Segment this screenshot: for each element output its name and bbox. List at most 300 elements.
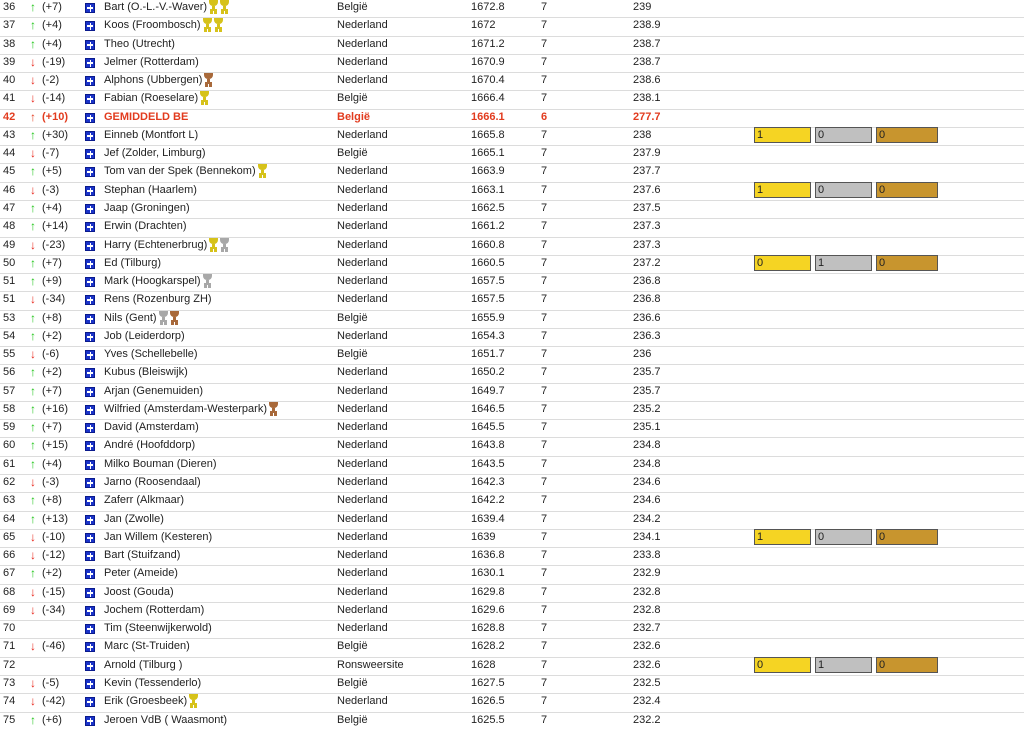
rank-cell: 42 <box>3 110 16 123</box>
country-cell: Nederland <box>337 275 388 288</box>
profile-icon[interactable] <box>85 460 95 470</box>
change-cell: (+4) <box>42 201 62 214</box>
country-cell: Nederland <box>337 622 388 635</box>
silver-medal-count: 1 <box>815 657 872 673</box>
table-row <box>0 164 1024 182</box>
rating-cell: 1625.5 <box>471 713 505 726</box>
table-row <box>0 91 1024 109</box>
country-cell: Nederland <box>337 512 388 525</box>
bronze-trophy-icon <box>170 311 179 322</box>
profile-icon[interactable] <box>85 295 95 305</box>
rating-cell: 1642.3 <box>471 476 505 489</box>
gold-trophy-icon <box>189 694 198 705</box>
rank-cell: 68 <box>3 585 16 598</box>
rating-cell: 1626.5 <box>471 695 505 708</box>
table-row <box>0 402 1024 420</box>
player-name[interactable] <box>104 219 187 233</box>
profile-icon[interactable] <box>85 405 95 415</box>
rating-cell: 1654.3 <box>471 329 505 342</box>
arrow-up-icon: ↑ <box>30 420 36 435</box>
change-cell: (+13) <box>42 512 68 525</box>
change-cell: (-6) <box>42 348 60 361</box>
change-cell: (+30) <box>42 128 68 141</box>
player-name-text: Peter (Ameide) <box>104 567 178 580</box>
player-name[interactable] <box>104 512 164 526</box>
score-cell: 232.8 <box>633 603 661 616</box>
score-cell: 232.6 <box>633 640 661 653</box>
rank-cell: 73 <box>3 676 16 689</box>
country-cell: Nederland <box>337 55 388 68</box>
rating-cell: 1660.5 <box>471 256 505 269</box>
country-cell: Nederland <box>337 128 388 141</box>
player-name[interactable] <box>104 585 174 599</box>
profile-icon[interactable] <box>85 332 95 342</box>
profile-icon[interactable] <box>85 58 95 68</box>
profile-icon[interactable] <box>85 368 95 378</box>
table-row <box>0 183 1024 201</box>
rating-cell: 1660.8 <box>471 238 505 251</box>
profile-icon[interactable] <box>85 588 95 598</box>
profile-icon[interactable] <box>85 3 95 13</box>
rating-cell: 1671.2 <box>471 37 505 50</box>
rank-cell: 51 <box>3 293 16 306</box>
change-cell: (+4) <box>42 19 62 32</box>
bronze-medal-count: 0 <box>876 127 938 143</box>
change-cell: (+8) <box>42 311 62 324</box>
player-name-text: Arnold (Tilburg ) <box>104 658 183 671</box>
profile-icon[interactable] <box>85 606 95 616</box>
rating-cell: 1670.4 <box>471 74 505 87</box>
profile-icon[interactable] <box>85 569 95 579</box>
country-cell: Nederland <box>337 220 388 233</box>
score-cell: 237.9 <box>633 147 661 160</box>
country-cell: België <box>337 676 368 689</box>
gold-trophy-icon <box>214 18 223 29</box>
table-row <box>0 420 1024 438</box>
country-cell: Nederland <box>337 384 388 397</box>
games-cell: 7 <box>541 55 548 68</box>
games-cell: 7 <box>541 567 548 580</box>
player-name[interactable] <box>104 365 188 379</box>
player-name-text: Jan Willem (Kesteren) <box>104 530 213 543</box>
score-cell: 232.5 <box>633 676 661 689</box>
arrow-down-icon: ↓ <box>30 529 36 544</box>
change-cell: (-19) <box>42 55 66 68</box>
gold-medal-count: 1 <box>754 182 811 198</box>
profile-icon[interactable] <box>85 204 95 214</box>
player-name[interactable] <box>104 201 190 215</box>
country-cell: Nederland <box>337 19 388 32</box>
profile-icon[interactable] <box>85 441 95 451</box>
games-cell: 7 <box>541 676 548 689</box>
player-name[interactable] <box>104 438 195 452</box>
change-cell: (-15) <box>42 585 66 598</box>
arrow-down-icon: ↓ <box>30 602 36 617</box>
change-cell: (+14) <box>42 220 68 233</box>
arrow-up-icon: ↑ <box>30 438 36 453</box>
table-row <box>0 658 1024 676</box>
score-cell: 236 <box>633 348 652 361</box>
games-cell: 7 <box>541 348 548 361</box>
games-cell: 7 <box>541 147 548 160</box>
score-cell: 235.1 <box>633 421 661 434</box>
player-name[interactable] <box>104 37 175 51</box>
gold-trophy-icon <box>209 238 218 249</box>
country-cell: Nederland <box>337 585 388 598</box>
arrow-up-icon: ↑ <box>30 164 36 179</box>
change-cell: (+16) <box>42 402 68 415</box>
profile-icon[interactable] <box>85 186 95 196</box>
rank-cell: 71 <box>3 640 16 653</box>
player-name-text: Jan (Zwolle) <box>104 512 164 525</box>
change-cell: (+7) <box>42 384 62 397</box>
rank-cell: 58 <box>3 402 16 415</box>
games-cell: 7 <box>541 256 548 269</box>
score-cell: 239 <box>633 1 652 13</box>
rating-cell: 1670.9 <box>471 55 505 68</box>
silver-medal-count: 0 <box>815 182 872 198</box>
country-cell: Nederland <box>337 201 388 214</box>
rank-cell: 44 <box>3 147 16 160</box>
table-row <box>0 713 1024 731</box>
score-cell: 236.8 <box>633 293 661 306</box>
profile-icon[interactable] <box>85 423 95 433</box>
profile-icon[interactable] <box>85 350 95 360</box>
change-cell: (+4) <box>42 37 62 50</box>
profile-icon[interactable] <box>85 76 95 86</box>
player-name-text: Tom van der Spek (Bennekom) <box>104 165 256 178</box>
arrow-up-icon: ↑ <box>30 365 36 380</box>
gold-medal-count: 0 <box>754 657 811 673</box>
games-cell: 7 <box>541 658 548 671</box>
games-cell: 7 <box>541 421 548 434</box>
profile-icon[interactable] <box>85 259 95 269</box>
table-row <box>0 566 1024 584</box>
rank-cell: 56 <box>3 366 16 379</box>
player-name[interactable] <box>104 713 227 727</box>
change-cell: (+4) <box>42 457 62 470</box>
score-cell: 234.6 <box>633 494 661 507</box>
table-row <box>0 457 1024 475</box>
player-name[interactable] <box>104 238 229 252</box>
country-cell: Nederland <box>337 603 388 616</box>
profile-icon[interactable] <box>85 94 95 104</box>
profile-icon[interactable] <box>85 551 95 561</box>
profile-icon[interactable] <box>85 40 95 50</box>
rank-cell: 49 <box>3 238 16 251</box>
profile-icon[interactable] <box>85 661 95 671</box>
games-cell: 7 <box>541 165 548 178</box>
change-cell: (+10) <box>42 110 68 123</box>
rank-cell: 65 <box>3 530 16 543</box>
rating-cell: 1628 <box>471 658 496 671</box>
arrow-down-icon: ↓ <box>30 146 36 161</box>
score-cell: 232.9 <box>633 567 661 580</box>
rank-cell: 51 <box>3 275 16 288</box>
games-cell: 7 <box>541 549 548 562</box>
gold-trophy-icon <box>258 164 267 175</box>
table-row <box>0 55 1024 73</box>
player-name[interactable] <box>104 658 182 672</box>
player-name[interactable] <box>104 18 223 32</box>
player-name-text: Rens (Rozenburg ZH) <box>104 293 212 306</box>
score-cell: 232.6 <box>633 658 661 671</box>
country-cell: België <box>337 640 368 653</box>
player-name[interactable] <box>104 530 212 544</box>
profile-icon[interactable] <box>85 314 95 324</box>
rank-cell: 41 <box>3 92 16 105</box>
player-name[interactable] <box>104 292 212 306</box>
bronze-trophy-icon <box>269 402 278 413</box>
profile-icon[interactable] <box>85 21 95 31</box>
player-name[interactable] <box>104 621 212 635</box>
score-cell: 236.8 <box>633 275 661 288</box>
rank-cell: 50 <box>3 256 16 269</box>
profile-icon[interactable] <box>85 478 95 488</box>
bronze-medal-count: 0 <box>876 657 938 673</box>
rating-cell: 1666.1 <box>471 110 505 123</box>
rating-cell: 1627.5 <box>471 676 505 689</box>
profile-icon[interactable] <box>85 241 95 251</box>
score-cell: 238.9 <box>633 19 661 32</box>
score-cell: 237.2 <box>633 256 661 269</box>
player-name[interactable] <box>104 402 278 416</box>
profile-icon[interactable] <box>85 679 95 689</box>
country-cell: Nederland <box>337 494 388 507</box>
profile-icon[interactable] <box>85 113 95 123</box>
country-cell: Nederland <box>337 439 388 452</box>
change-cell: (+9) <box>42 275 62 288</box>
score-cell: 233.8 <box>633 549 661 562</box>
country-cell: Nederland <box>337 74 388 87</box>
arrow-down-icon: ↓ <box>30 475 36 490</box>
rating-cell: 1649.7 <box>471 384 505 397</box>
rank-cell: 55 <box>3 348 16 361</box>
arrow-up-icon: ↑ <box>30 401 36 416</box>
arrow-down-icon: ↓ <box>30 675 36 690</box>
player-name[interactable] <box>104 457 216 471</box>
table-row <box>0 493 1024 511</box>
player-name[interactable] <box>104 420 199 434</box>
player-name[interactable] <box>104 91 209 105</box>
table-row <box>0 530 1024 548</box>
profile-icon[interactable] <box>85 387 95 397</box>
player-name-text: Marc (St-Truiden) <box>104 640 190 653</box>
player-name-text: Jeroen VdB ( Waasmont) <box>104 713 228 726</box>
player-name-text: Bart (Stuifzand) <box>104 549 181 562</box>
score-cell: 238.6 <box>633 74 661 87</box>
player-name[interactable] <box>104 347 198 361</box>
rank-cell: 45 <box>3 165 16 178</box>
player-name[interactable] <box>104 493 184 507</box>
score-cell: 238.7 <box>633 37 661 50</box>
change-cell: (-46) <box>42 640 66 653</box>
arrow-down-icon: ↓ <box>30 54 36 69</box>
player-name-text: Ed (Tilburg) <box>104 256 162 269</box>
country-cell: Nederland <box>337 293 388 306</box>
player-name[interactable] <box>104 384 203 398</box>
games-cell: 7 <box>541 74 548 87</box>
rank-cell: 66 <box>3 549 16 562</box>
player-name[interactable] <box>104 639 190 653</box>
player-name-text: Joost (Gouda) <box>104 585 174 598</box>
player-name[interactable] <box>104 475 201 489</box>
score-cell: 234.8 <box>633 457 661 470</box>
player-name[interactable] <box>104 274 212 288</box>
rank-cell: 57 <box>3 384 16 397</box>
player-name[interactable] <box>104 183 197 197</box>
rating-cell: 1657.5 <box>471 293 505 306</box>
change-cell: (-3) <box>42 476 60 489</box>
rank-cell: 40 <box>3 74 16 87</box>
profile-icon[interactable] <box>85 642 95 652</box>
games-cell: 7 <box>541 37 548 50</box>
player-name-text: Nils (Gent) <box>104 311 157 324</box>
profile-icon[interactable] <box>85 515 95 525</box>
gold-trophy-icon <box>200 91 209 102</box>
player-name[interactable] <box>104 146 205 160</box>
bronze-medal-count: 0 <box>876 255 938 271</box>
profile-icon[interactable] <box>85 149 95 159</box>
games-cell: 7 <box>541 293 548 306</box>
rating-cell: 1665.1 <box>471 147 505 160</box>
player-name[interactable] <box>104 128 198 142</box>
table-row <box>0 639 1024 657</box>
profile-icon[interactable] <box>85 496 95 506</box>
player-name[interactable] <box>104 329 185 343</box>
gold-medal-count: 1 <box>754 529 811 545</box>
change-cell: (+5) <box>42 165 62 178</box>
gold-trophy-icon <box>220 0 229 11</box>
player-name[interactable] <box>104 164 267 178</box>
arrow-up-icon: ↑ <box>30 511 36 526</box>
player-name-text: Fabian (Roeselare) <box>104 92 199 105</box>
country-cell: Nederland <box>337 457 388 470</box>
rating-cell: 1636.8 <box>471 549 505 562</box>
rank-cell: 53 <box>3 311 16 324</box>
country-cell: Nederland <box>337 549 388 562</box>
arrow-up-icon: ↑ <box>30 200 36 215</box>
table-row <box>0 219 1024 237</box>
games-cell: 7 <box>541 1 548 13</box>
player-name[interactable] <box>104 73 213 87</box>
games-cell: 7 <box>541 275 548 288</box>
player-name[interactable] <box>104 55 199 69</box>
country-cell: België <box>337 1 368 13</box>
table-row <box>0 548 1024 566</box>
arrow-down-icon: ↓ <box>30 347 36 362</box>
table-row <box>0 311 1024 329</box>
rating-cell: 1643.5 <box>471 457 505 470</box>
rank-cell: 74 <box>3 695 16 708</box>
score-cell: 235.7 <box>633 366 661 379</box>
rating-cell: 1642.2 <box>471 494 505 507</box>
country-cell: België <box>337 110 371 123</box>
profile-icon[interactable] <box>85 533 95 543</box>
table-row <box>0 365 1024 383</box>
change-cell: (-7) <box>42 147 60 160</box>
rating-cell: 1661.2 <box>471 220 505 233</box>
arrow-up-icon: ↑ <box>30 383 36 398</box>
profile-icon[interactable] <box>85 277 95 287</box>
rating-cell: 1630.1 <box>471 567 505 580</box>
arrow-down-icon: ↓ <box>30 73 36 88</box>
player-name-text: Jaap (Groningen) <box>104 201 190 214</box>
profile-icon[interactable] <box>85 716 95 726</box>
change-cell: (+7) <box>42 421 62 434</box>
arrow-up-icon: ↑ <box>30 18 36 33</box>
country-cell: Nederland <box>337 329 388 342</box>
player-name[interactable] <box>104 694 198 708</box>
rating-cell: 1672.8 <box>471 1 505 13</box>
rank-cell: 75 <box>3 713 16 726</box>
rank-cell: 70 <box>3 622 16 635</box>
table-row <box>0 73 1024 91</box>
rating-cell: 1643.8 <box>471 439 505 452</box>
country-cell: België <box>337 348 368 361</box>
games-cell: 7 <box>541 476 548 489</box>
player-name[interactable] <box>104 110 188 124</box>
player-name[interactable] <box>104 0 229 14</box>
player-name[interactable] <box>104 311 179 325</box>
country-cell: Nederland <box>337 238 388 251</box>
profile-icon[interactable] <box>85 624 95 634</box>
score-cell: 238 <box>633 128 652 141</box>
rating-cell: 1662.5 <box>471 201 505 214</box>
change-cell: (+6) <box>42 713 62 726</box>
country-cell: Nederland <box>337 256 388 269</box>
table-row <box>0 256 1024 274</box>
games-cell: 7 <box>541 128 548 141</box>
player-name-text: Zaferr (Alkmaar) <box>104 494 185 507</box>
change-cell: (+7) <box>42 1 62 13</box>
games-cell: 7 <box>541 183 548 196</box>
bronze-medal-count: 0 <box>876 529 938 545</box>
country-cell: Nederland <box>337 165 388 178</box>
arrow-down-icon: ↓ <box>30 182 36 197</box>
games-cell: 7 <box>541 695 548 708</box>
rating-cell: 1639 <box>471 530 496 543</box>
player-name[interactable] <box>104 566 178 580</box>
rating-cell: 1651.7 <box>471 348 505 361</box>
change-cell: (-23) <box>42 238 66 251</box>
table-row <box>0 146 1024 164</box>
rating-cell: 1663.1 <box>471 183 505 196</box>
profile-icon[interactable] <box>85 167 95 177</box>
arrow-down-icon: ↓ <box>30 292 36 307</box>
profile-icon[interactable] <box>85 697 95 707</box>
profile-icon[interactable] <box>85 131 95 141</box>
arrow-up-icon: ↑ <box>30 328 36 343</box>
rank-cell: 59 <box>3 421 16 434</box>
country-cell: Nederland <box>337 421 388 434</box>
rank-cell: 38 <box>3 37 16 50</box>
table-row <box>0 347 1024 365</box>
change-cell: (+8) <box>42 494 62 507</box>
player-name[interactable] <box>104 603 204 617</box>
games-cell: 7 <box>541 457 548 470</box>
rating-cell: 1650.2 <box>471 366 505 379</box>
player-name-text: GEMIDDELD BE <box>104 110 189 123</box>
player-name[interactable] <box>104 676 201 690</box>
arrow-down-icon: ↓ <box>30 548 36 563</box>
player-name[interactable] <box>104 548 180 562</box>
table-row <box>0 603 1024 621</box>
player-name-text: Harry (Echtenerbrug) <box>104 238 208 251</box>
player-name[interactable] <box>104 256 161 270</box>
profile-icon[interactable] <box>85 222 95 232</box>
table-row <box>0 274 1024 292</box>
